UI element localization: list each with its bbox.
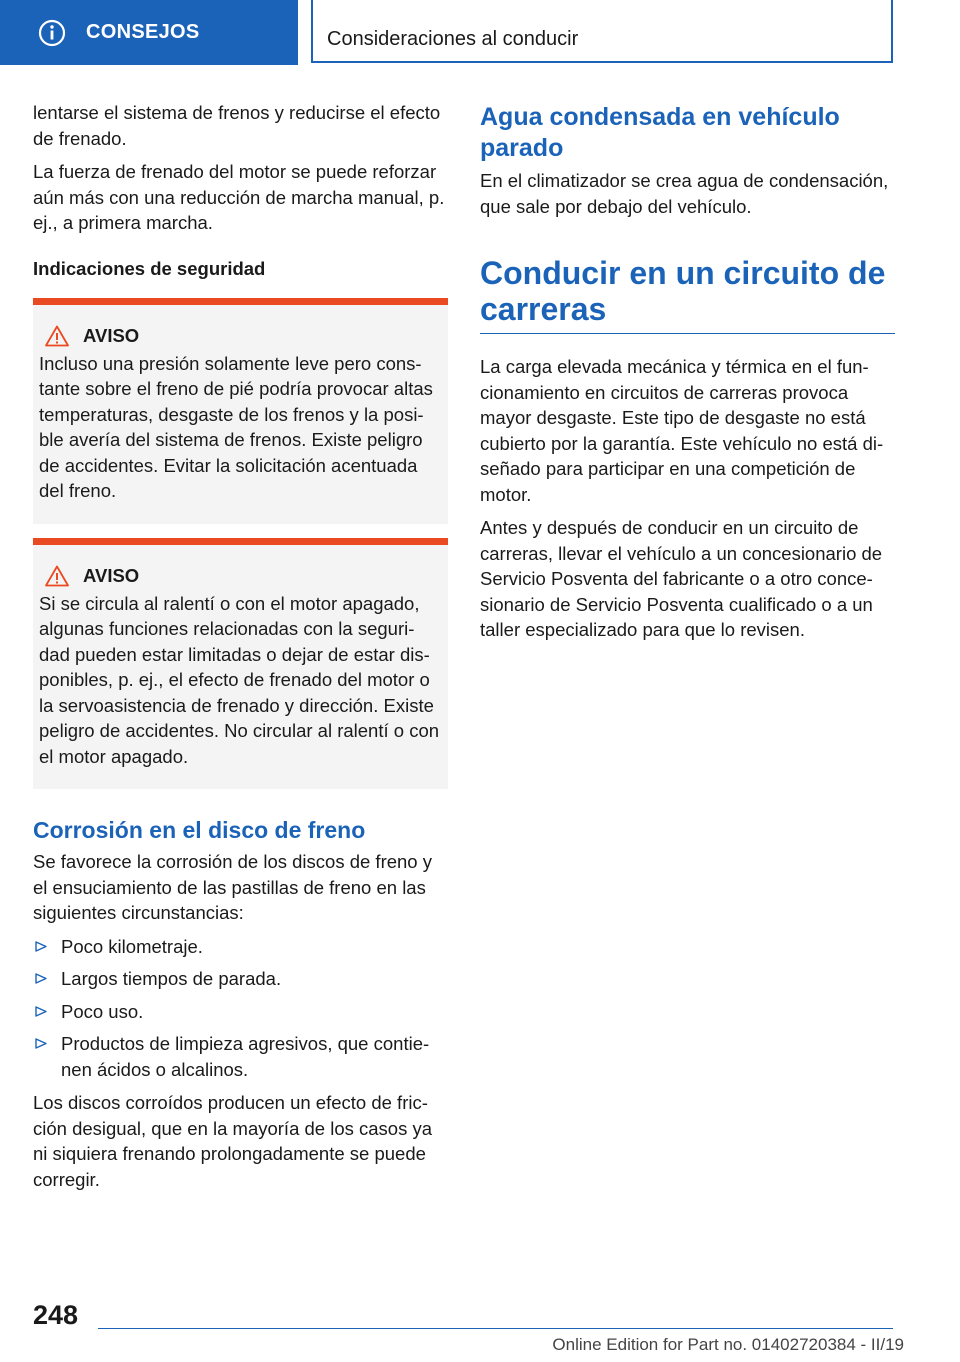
left-column bbox=[33, 100, 448, 1200]
paragraph: lentarse el sistema de frenos y reducirse el efecto de frenado. bbox=[33, 102, 441, 149]
list-item bbox=[33, 999, 448, 1025]
warning-triangle-icon bbox=[45, 325, 69, 347]
triangle-bullet-icon bbox=[35, 941, 47, 952]
footer-divider bbox=[98, 1328, 893, 1329]
list-item-text: Poco uso. bbox=[61, 1000, 144, 1022]
list-item bbox=[33, 1031, 448, 1082]
warning-header bbox=[45, 565, 442, 587]
triangle-bullet-icon bbox=[35, 1006, 47, 1017]
triangle-bullet-icon bbox=[35, 1038, 47, 1049]
condensed-water-heading: Agua condensada en vehículo parado bbox=[480, 103, 840, 162]
list-item bbox=[33, 934, 448, 960]
section-tab[interactable] bbox=[0, 0, 298, 65]
paragraph: En el climatizador se crea agua de condensación, que sale por debajo del vehículo. bbox=[480, 170, 889, 217]
race-circuit-heading: Conducir en un circuito de carreras bbox=[480, 255, 895, 334]
warning-header bbox=[45, 325, 442, 347]
paragraph: Se favorece la corrosión de los discos de freno y el ensuciamiento de las pastillas de freno en las siguientes circunstancias: bbox=[33, 851, 432, 923]
list-item-text: Largos tiempos de parada. bbox=[61, 968, 282, 989]
warning-text: Incluso una presión solamente leve pero cons-tante sobre el freno de pié podría provocar altas temperaturas, desgaste de los frenos y la posi-ble avería del sistema de frenos. Existe peligro de accidentes. Evitar la solicitación acentuada del freno. bbox=[39, 352, 433, 501]
warning-box bbox=[33, 298, 448, 524]
list-item-text: Poco kilometraje. bbox=[61, 935, 203, 957]
bullet-list bbox=[33, 934, 448, 1083]
list-item-text: Productos de limpieza agresivos, que contie-nen ácidos o alcalinos. bbox=[61, 1033, 430, 1080]
warning-triangle-icon bbox=[45, 565, 69, 587]
paragraph: Antes y después de conducir en un circuito de carreras, llevar el vehículo a un concesionario de Servicio Posventa del fabricante o a otro conce-sionario de Servicio Posventa cualificado o a un taller especializado para que lo revisen. bbox=[480, 517, 883, 640]
warning-text: Si se circula al ralentí o con el motor apagado, algunas funciones relacionadas con la seguri-dad pueden estar limitadas o dejar de estar dis-ponibles, p. ej., el efecto de frenado del motor o la servoasistencia de frenado y dirección. Existe peligro de accidentes. No circular al ralentí o con el motor apagado. bbox=[39, 592, 440, 767]
warning-box bbox=[33, 538, 448, 790]
paragraph: La carga elevada mecánica y térmica en el fun-cionamiento en circuitos de carreras provoca mayor desgaste. Este tipo de desgaste no está cubierto por la garantía. Este vehículo no está di-señado para participar en una competición de motor. bbox=[480, 356, 884, 505]
paragraph: La fuerza de frenado del motor se puede reforzar aún más con una reducción de marcha manual, p. ej., a primera marcha. bbox=[33, 161, 445, 233]
safety-heading: Indicaciones de seguridad bbox=[33, 257, 266, 279]
right-column bbox=[480, 100, 895, 651]
edition-label: Online Edition for Part no. 01402720384 - II/19 bbox=[552, 1335, 904, 1354]
warning-title: AVISO bbox=[83, 324, 140, 346]
section-tab-label: CONSEJOS bbox=[86, 21, 200, 43]
warning-title: AVISO bbox=[83, 564, 140, 586]
triangle-bullet-icon bbox=[35, 973, 47, 984]
page-number: 248 bbox=[33, 1300, 79, 1330]
chapter-header bbox=[311, 0, 893, 63]
info-icon bbox=[38, 19, 66, 47]
corrosion-heading: Corrosión en el disco de freno bbox=[33, 817, 366, 843]
chapter-title: Consideraciones al conducir bbox=[327, 28, 579, 50]
list-item bbox=[33, 966, 448, 992]
paragraph: Los discos corroídos producen un efecto de fric-ción desigual, que en la mayoría de los casos ya ni siquiera frenando prolongadamente se puede corregir. bbox=[33, 1092, 433, 1190]
